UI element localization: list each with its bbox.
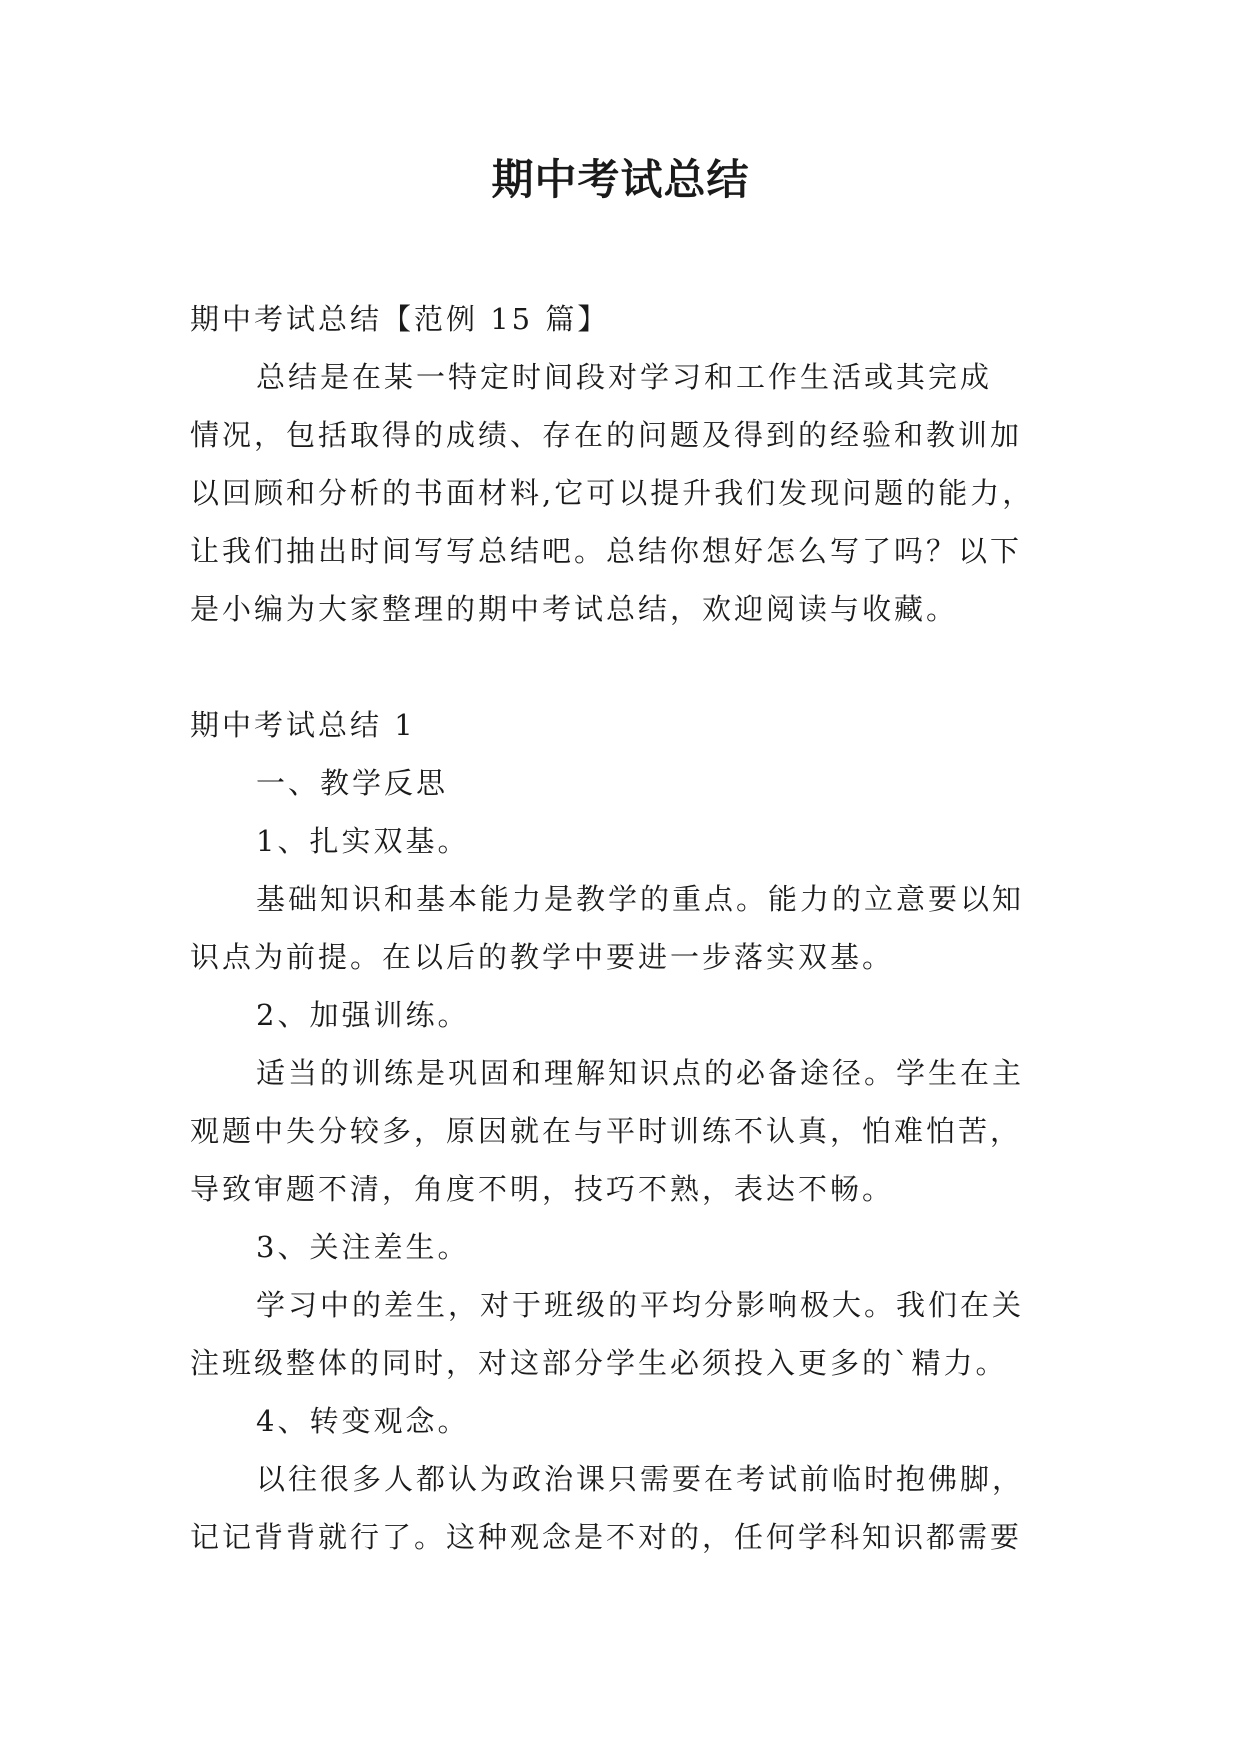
paragraph-gap [190, 638, 1050, 696]
document-body [190, 290, 1050, 1566]
paragraph-line: 适当的训练是巩固和理解知识点的必备途径。学生在主 [256, 1056, 1025, 1090]
intro-line: 是小编为大家整理的期中考试总结，欢迎阅读与收藏。 [190, 592, 959, 626]
paragraph-line: 基础知识和基本能力是教学的重点。能力的立意要以知 [256, 882, 1025, 916]
part-heading: 一、教学反思 [256, 766, 449, 800]
intro-line: 情况，包括取得的成绩、存在的问题及得到的经验和教训加 [190, 418, 1023, 452]
intro-line: 让我们抽出时间写写总结吧。总结你想好怎么写了吗？以下 [190, 534, 1023, 568]
item-heading: 3、关注差生。 [256, 1230, 470, 1264]
section-heading: 期中考试总结 1 [190, 708, 416, 742]
intro-line: 总结是在某一特定时间段对学习和工作生活或其完成 [256, 360, 993, 394]
paragraph-line: 以往很多人都认为政治课只需要在考试前临时抱佛脚， [256, 1462, 1025, 1496]
paragraph-line: 记记背背就行了。这种观念是不对的，任何学科知识都需要 [190, 1520, 1023, 1554]
item-heading: 2、加强训练。 [256, 998, 470, 1032]
paragraph-line: 注班级整体的同时，对这部分学生必须投入更多的`精力。 [190, 1346, 1008, 1380]
document-title: 期中考试总结 [491, 155, 750, 204]
item-heading: 1、扎实双基。 [256, 824, 470, 858]
item-heading: 4、转变观念。 [256, 1404, 470, 1438]
paragraph-line: 导致审题不清，角度不明，技巧不熟，表达不畅。 [190, 1172, 895, 1206]
paragraph-line: 识点为前提。在以后的教学中要进一步落实双基。 [190, 940, 895, 974]
paragraph-line: 观题中失分较多，原因就在与平时训练不认真，怕难怕苦， [190, 1114, 1023, 1148]
paragraph-line: 学习中的差生，对于班级的平均分影响极大。我们在关 [256, 1288, 1025, 1322]
document-subtitle: 期中考试总结【范例 15 篇】 [190, 302, 610, 336]
intro-line: 以回顾和分析的书面材料,它可以提升我们发现问题的能力， [190, 476, 1035, 510]
